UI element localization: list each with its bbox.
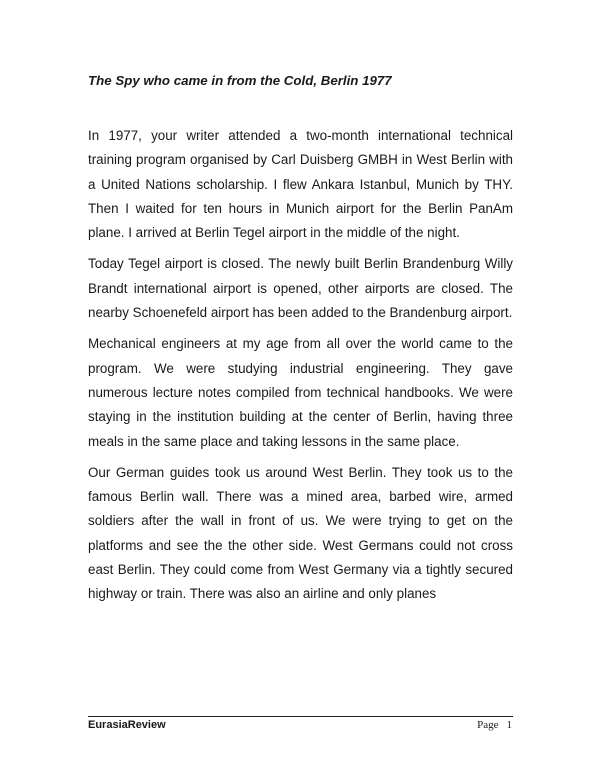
footer-divider xyxy=(88,716,513,717)
page-label: Page xyxy=(477,719,499,731)
paragraph: Today Tegel airport is closed. The newly built Berlin Brandenburg Willy Brandt international airport is opened, other airports are closed. The nearby Schoenefeld airport has been added to the Brandenburg airport. xyxy=(88,256,513,321)
paragraph: In 1977, your writer attended a two-month international technical training program organised by Carl Duisberg GMBH in West Berlin with a United Nations scholarship. I flew Ankara Istanbul, Munich by THY. Then I waited for ten hours in Munich airport for the Berlin PanAm plane. I arrived at Berlin Tegel airport in the middle of the night. xyxy=(88,128,513,241)
article-title: The Spy who came in from the Cold, Berlin 1977 xyxy=(88,73,392,88)
footer-source: EurasiaReview xyxy=(88,719,166,731)
page-number: 1 xyxy=(506,719,512,731)
page-number-footer xyxy=(477,718,512,732)
paragraph: Our German guides took us around West Berlin. They took us to the famous Berlin wall. There was a mined area, barbed wire, armed soldiers after the wall in front of us. We were trying to get on the platforms and see the the other side. West Germans could not cross east Berlin. They could come from West Germany via a tightly secured highway or train. There was also an airline and only planes xyxy=(88,464,513,602)
paragraph: Mechanical engineers at my age from all over the world came to the program. We were studying industrial engineering. They gave numerous lecture notes compiled from technical handbooks. We were staying in the institution building at the center of Berlin, having three meals in the same place and taking lessons in the same place. xyxy=(88,336,513,449)
article-body xyxy=(88,124,513,614)
